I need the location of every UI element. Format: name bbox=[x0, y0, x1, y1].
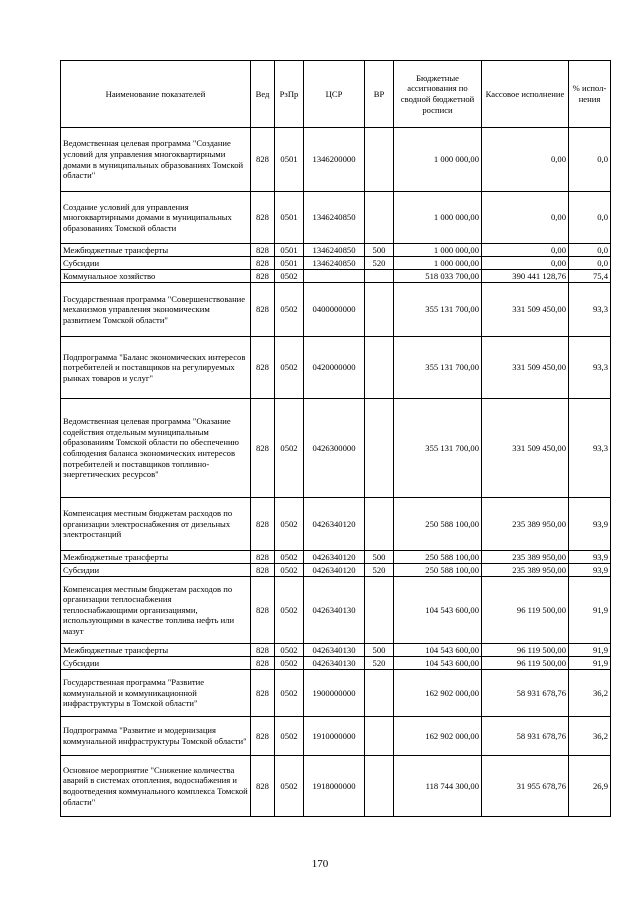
cell-rzpr: 0502 bbox=[275, 670, 304, 717]
header-assignments: Бюджетные ассигнования по сводной бюджетной росписи bbox=[394, 61, 482, 128]
cell-name: Подпрограмма "Развитие и модернизация коммунальной инфраструктуры Томской области" bbox=[61, 717, 251, 756]
table-row bbox=[61, 257, 611, 270]
cell-assign: 1 000 000,00 bbox=[394, 128, 482, 192]
cell-cash: 0,00 bbox=[482, 257, 569, 270]
cell-assign: 355 131 700,00 bbox=[394, 283, 482, 337]
cell-ved: 828 bbox=[251, 717, 275, 756]
table-row bbox=[61, 244, 611, 257]
cell-assign: 1 000 000,00 bbox=[394, 244, 482, 257]
cell-cash: 331 509 450,00 bbox=[482, 399, 569, 498]
cell-pct: 36,2 bbox=[569, 717, 611, 756]
cell-ved: 828 bbox=[251, 257, 275, 270]
cell-assign: 104 543 600,00 bbox=[394, 644, 482, 657]
table-row bbox=[61, 644, 611, 657]
table-row bbox=[61, 498, 611, 551]
cell-name: Подпрограмма "Баланс экономических интересов потребителей и поставщиков на регулируемых рынках товаров и услуг" bbox=[61, 337, 251, 399]
cell-vr: 520 bbox=[365, 257, 394, 270]
cell-assign: 250 588 100,00 bbox=[394, 498, 482, 551]
table-row bbox=[61, 551, 611, 564]
cell-assign: 250 588 100,00 bbox=[394, 564, 482, 577]
cell-rzpr: 0502 bbox=[275, 657, 304, 670]
cell-cash: 235 389 950,00 bbox=[482, 564, 569, 577]
cell-ved: 828 bbox=[251, 128, 275, 192]
cell-vr bbox=[365, 270, 394, 283]
cell-vr bbox=[365, 670, 394, 717]
cell-csr: 1918000000 bbox=[304, 756, 365, 817]
cell-ved: 828 bbox=[251, 577, 275, 644]
cell-rzpr: 0502 bbox=[275, 756, 304, 817]
cell-name: Межбюджетные трансферты bbox=[61, 244, 251, 257]
cell-ved: 828 bbox=[251, 756, 275, 817]
cell-pct: 0,0 bbox=[569, 244, 611, 257]
cell-vr: 500 bbox=[365, 244, 394, 257]
cell-name: Государственная программа "Совершенствование механизмов управления экономическим развитием Томской области" bbox=[61, 283, 251, 337]
table-row bbox=[61, 399, 611, 498]
table-body bbox=[61, 128, 611, 817]
cell-assign: 355 131 700,00 bbox=[394, 399, 482, 498]
cell-pct: 0,0 bbox=[569, 192, 611, 244]
cell-rzpr: 0502 bbox=[275, 498, 304, 551]
cell-cash: 0,00 bbox=[482, 244, 569, 257]
cell-rzpr: 0501 bbox=[275, 192, 304, 244]
cell-pct: 0,0 bbox=[569, 128, 611, 192]
cell-rzpr: 0502 bbox=[275, 337, 304, 399]
cell-rzpr: 0502 bbox=[275, 577, 304, 644]
table-row bbox=[61, 577, 611, 644]
cell-assign: 1 000 000,00 bbox=[394, 192, 482, 244]
cell-assign: 1 000 000,00 bbox=[394, 257, 482, 270]
cell-vr bbox=[365, 283, 394, 337]
cell-rzpr: 0502 bbox=[275, 717, 304, 756]
header-name: Наименование показателей bbox=[61, 61, 251, 128]
cell-cash: 96 119 500,00 bbox=[482, 577, 569, 644]
table-row bbox=[61, 283, 611, 337]
cell-ved: 828 bbox=[251, 399, 275, 498]
budget-table bbox=[60, 60, 611, 817]
cell-name: Государственная программа "Развитие коммунальной и коммуникационной инфраструктуры в Томской области" bbox=[61, 670, 251, 717]
table-header-row bbox=[61, 61, 611, 128]
cell-ved: 828 bbox=[251, 244, 275, 257]
cell-cash: 96 119 500,00 bbox=[482, 657, 569, 670]
cell-cash: 58 931 678,76 bbox=[482, 670, 569, 717]
cell-vr bbox=[365, 337, 394, 399]
table-row bbox=[61, 756, 611, 817]
cell-vr bbox=[365, 399, 394, 498]
cell-vr: 520 bbox=[365, 564, 394, 577]
cell-csr: 0426340120 bbox=[304, 498, 365, 551]
cell-ved: 828 bbox=[251, 551, 275, 564]
cell-csr bbox=[304, 270, 365, 283]
cell-name: Межбюджетные трансферты bbox=[61, 644, 251, 657]
cell-cash: 31 955 678,76 bbox=[482, 756, 569, 817]
cell-csr: 0426340130 bbox=[304, 644, 365, 657]
cell-assign: 104 543 600,00 bbox=[394, 577, 482, 644]
cell-assign: 250 588 100,00 bbox=[394, 551, 482, 564]
cell-vr: 500 bbox=[365, 644, 394, 657]
cell-name: Субсидии bbox=[61, 257, 251, 270]
table-row bbox=[61, 128, 611, 192]
cell-pct: 0,0 bbox=[569, 257, 611, 270]
cell-pct: 91,9 bbox=[569, 644, 611, 657]
cell-rzpr: 0502 bbox=[275, 270, 304, 283]
cell-pct: 36,2 bbox=[569, 670, 611, 717]
cell-ved: 828 bbox=[251, 283, 275, 337]
cell-vr bbox=[365, 192, 394, 244]
cell-pct: 93,9 bbox=[569, 551, 611, 564]
cell-pct: 93,9 bbox=[569, 564, 611, 577]
cell-name: Межбюджетные трансферты bbox=[61, 551, 251, 564]
cell-ved: 828 bbox=[251, 670, 275, 717]
header-ved: Вед bbox=[251, 61, 275, 128]
cell-pct: 93,3 bbox=[569, 399, 611, 498]
cell-csr: 1910000000 bbox=[304, 717, 365, 756]
cell-rzpr: 0502 bbox=[275, 564, 304, 577]
cell-name: Компенсация местным бюджетам расходов по организации теплоснабжения теплоснабжающими организациями, использующими в качестве топлива нефть или мазут bbox=[61, 577, 251, 644]
table-row bbox=[61, 337, 611, 399]
cell-rzpr: 0501 bbox=[275, 244, 304, 257]
cell-ved: 828 bbox=[251, 657, 275, 670]
cell-cash: 331 509 450,00 bbox=[482, 337, 569, 399]
cell-name: Субсидии bbox=[61, 657, 251, 670]
table-row bbox=[61, 717, 611, 756]
cell-csr: 1346200000 bbox=[304, 128, 365, 192]
cell-rzpr: 0502 bbox=[275, 551, 304, 564]
cell-assign: 355 131 700,00 bbox=[394, 337, 482, 399]
cell-cash: 58 931 678,76 bbox=[482, 717, 569, 756]
cell-vr: 520 bbox=[365, 657, 394, 670]
cell-rzpr: 0502 bbox=[275, 283, 304, 337]
cell-assign: 118 744 300,00 bbox=[394, 756, 482, 817]
cell-name: Создание условий для управления многоквартирными домами в муниципальных образованиях Томской области bbox=[61, 192, 251, 244]
cell-vr bbox=[365, 577, 394, 644]
cell-csr: 0426300000 bbox=[304, 399, 365, 498]
cell-rzpr: 0501 bbox=[275, 128, 304, 192]
cell-name: Компенсация местным бюджетам расходов по организации электроснабжения от дизельных электростанций bbox=[61, 498, 251, 551]
cell-ved: 828 bbox=[251, 498, 275, 551]
cell-assign: 104 543 600,00 bbox=[394, 657, 482, 670]
cell-csr: 0420000000 bbox=[304, 337, 365, 399]
cell-name: Ведомственная целевая программа "Оказание содействия отдельным муниципальным образованиям Томской области по обеспечению соблюдения баланса экономических интересов потребителей и поставщиков топливно-энергетических ресурсов" bbox=[61, 399, 251, 498]
cell-csr: 0426340120 bbox=[304, 551, 365, 564]
cell-assign: 162 902 000,00 bbox=[394, 670, 482, 717]
header-vr: ВР bbox=[365, 61, 394, 128]
cell-csr: 1346240850 bbox=[304, 192, 365, 244]
cell-name: Основное мероприятие "Снижение количества аварий в системах отопления, водоснабжения и водоотведения коммунального комплекса Томской области" bbox=[61, 756, 251, 817]
cell-vr bbox=[365, 128, 394, 192]
cell-cash: 96 119 500,00 bbox=[482, 644, 569, 657]
cell-rzpr: 0502 bbox=[275, 644, 304, 657]
cell-name: Коммунальное хозяйство bbox=[61, 270, 251, 283]
table-row bbox=[61, 564, 611, 577]
cell-cash: 0,00 bbox=[482, 192, 569, 244]
cell-assign: 162 902 000,00 bbox=[394, 717, 482, 756]
cell-csr: 0426340120 bbox=[304, 564, 365, 577]
table-row bbox=[61, 192, 611, 244]
cell-ved: 828 bbox=[251, 564, 275, 577]
cell-vr bbox=[365, 498, 394, 551]
table-row bbox=[61, 670, 611, 717]
cell-ved: 828 bbox=[251, 192, 275, 244]
cell-cash: 331 509 450,00 bbox=[482, 283, 569, 337]
cell-pct: 91,9 bbox=[569, 577, 611, 644]
cell-cash: 235 389 950,00 bbox=[482, 551, 569, 564]
header-cash: Кассовое исполнение bbox=[482, 61, 569, 128]
page-number: 170 bbox=[311, 858, 329, 870]
cell-csr: 0426340130 bbox=[304, 577, 365, 644]
cell-csr: 0426340130 bbox=[304, 657, 365, 670]
cell-ved: 828 bbox=[251, 270, 275, 283]
cell-vr bbox=[365, 717, 394, 756]
cell-pct: 75,4 bbox=[569, 270, 611, 283]
cell-csr: 1346240850 bbox=[304, 244, 365, 257]
cell-pct: 93,9 bbox=[569, 498, 611, 551]
table-row bbox=[61, 270, 611, 283]
cell-pct: 91,9 bbox=[569, 657, 611, 670]
table-row bbox=[61, 657, 611, 670]
cell-assign: 518 033 700,00 bbox=[394, 270, 482, 283]
cell-cash: 0,00 bbox=[482, 128, 569, 192]
cell-rzpr: 0501 bbox=[275, 257, 304, 270]
cell-vr: 500 bbox=[365, 551, 394, 564]
header-csr: ЦСР bbox=[304, 61, 365, 128]
cell-csr: 1346240850 bbox=[304, 257, 365, 270]
header-rzpr: РзПр bbox=[275, 61, 304, 128]
cell-csr: 0400000000 bbox=[304, 283, 365, 337]
cell-cash: 390 441 128,76 bbox=[482, 270, 569, 283]
cell-name: Ведомственная целевая программа "Создание условий для управления многоквартирными домами в муниципальных образованиях Томской области" bbox=[61, 128, 251, 192]
cell-ved: 828 bbox=[251, 337, 275, 399]
cell-ved: 828 bbox=[251, 644, 275, 657]
cell-vr bbox=[365, 756, 394, 817]
cell-csr: 1900000000 bbox=[304, 670, 365, 717]
cell-pct: 93,3 bbox=[569, 337, 611, 399]
cell-cash: 235 389 950,00 bbox=[482, 498, 569, 551]
header-percent: % испол-нения bbox=[569, 61, 611, 128]
cell-pct: 93,3 bbox=[569, 283, 611, 337]
cell-name: Субсидии bbox=[61, 564, 251, 577]
cell-rzpr: 0502 bbox=[275, 399, 304, 498]
cell-pct: 26,9 bbox=[569, 756, 611, 817]
